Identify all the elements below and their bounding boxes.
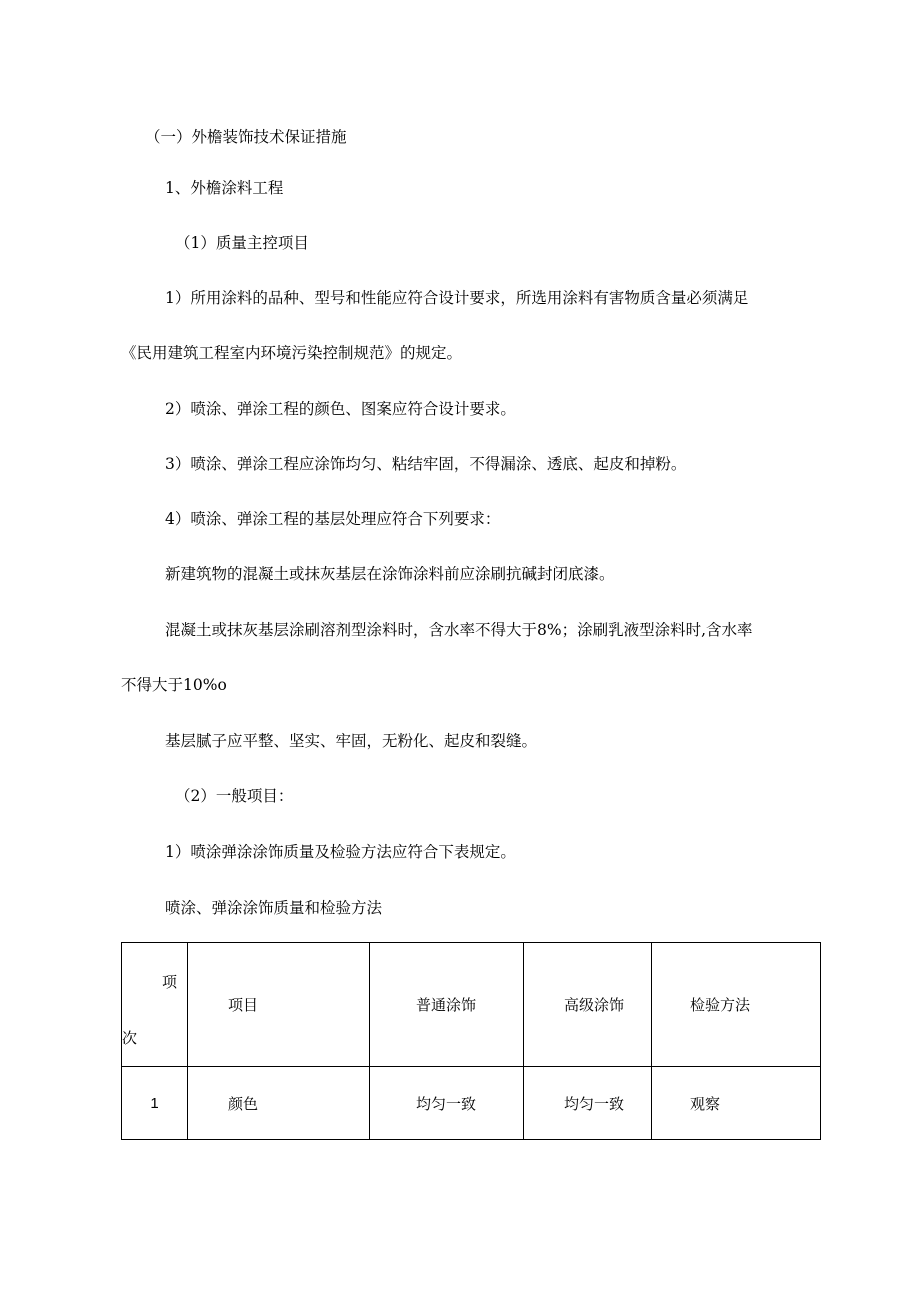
- paragraph-1-line-1: 1）所用涂料的品种、型号和性能应符合设计要求，所选用涂料有害物质含量必须满足: [165, 289, 749, 307]
- paragraph-6-line-2: 不得大于10%o: [121, 676, 227, 694]
- paragraph-1-line-2: 《民用建筑工程室内环境污染控制规范》的规定。: [121, 344, 463, 362]
- header-cell-index: [122, 943, 188, 1067]
- header-cell-advanced: 高级涂饰: [524, 943, 652, 1067]
- quality-table: [121, 942, 821, 1140]
- table-caption: 喷涂、弹涂涂饰质量和检验方法: [165, 899, 383, 917]
- paragraph-4: 4）喷涂、弹涂工程的基层处理应符合下列要求：: [165, 510, 501, 528]
- table-row: [122, 1067, 821, 1140]
- item-heading-main-control: （1）质量主控项目: [175, 234, 309, 252]
- paragraph-7: 基层腻子应平整、坚实、牢固，无粉化、起皮和裂缝。: [165, 732, 538, 750]
- header-index-top: 项: [162, 973, 178, 991]
- paragraph-2: 2）喷涂、弹涂工程的颜色、图案应符合设计要求。: [165, 400, 516, 418]
- cell-method: 观察: [652, 1067, 821, 1140]
- cell-normal: 均匀一致: [370, 1067, 524, 1140]
- header-cell-normal: 普通涂饰: [370, 943, 524, 1067]
- table-header-row: [122, 943, 821, 1067]
- cell-item: 颜色: [188, 1067, 370, 1140]
- cell-index: 1: [122, 1067, 188, 1140]
- cell-advanced: 均匀一致: [524, 1067, 652, 1140]
- header-cell-item: 项目: [188, 943, 370, 1067]
- paragraph-8: 1）喷涂弹涂涂饰质量及检验方法应符合下表规定。: [165, 843, 516, 861]
- paragraph-5: 新建筑物的混凝土或抹灰基层在涂饰涂料前应涂刷抗碱封闭底漆。: [165, 565, 615, 583]
- item-heading-general: （2）一般项目：: [175, 787, 294, 805]
- subsection-heading: 1、外檐涂料工程: [165, 179, 284, 197]
- header-cell-method: 检验方法: [652, 943, 821, 1067]
- paragraph-3: 3）喷涂、弹涂工程应涂饰均匀、粘结牢固，不得漏涂、透底、起皮和掉粉。: [165, 455, 687, 473]
- section-heading: （一）外檐装饰技术保证措施: [145, 128, 347, 146]
- header-index-bottom: 次: [122, 1029, 138, 1047]
- paragraph-6-line-1: 混凝土或抹灰基层涂刷溶剂型涂料时，含水率不得大于8%；涂刷乳液型涂料时,含水率: [165, 621, 753, 639]
